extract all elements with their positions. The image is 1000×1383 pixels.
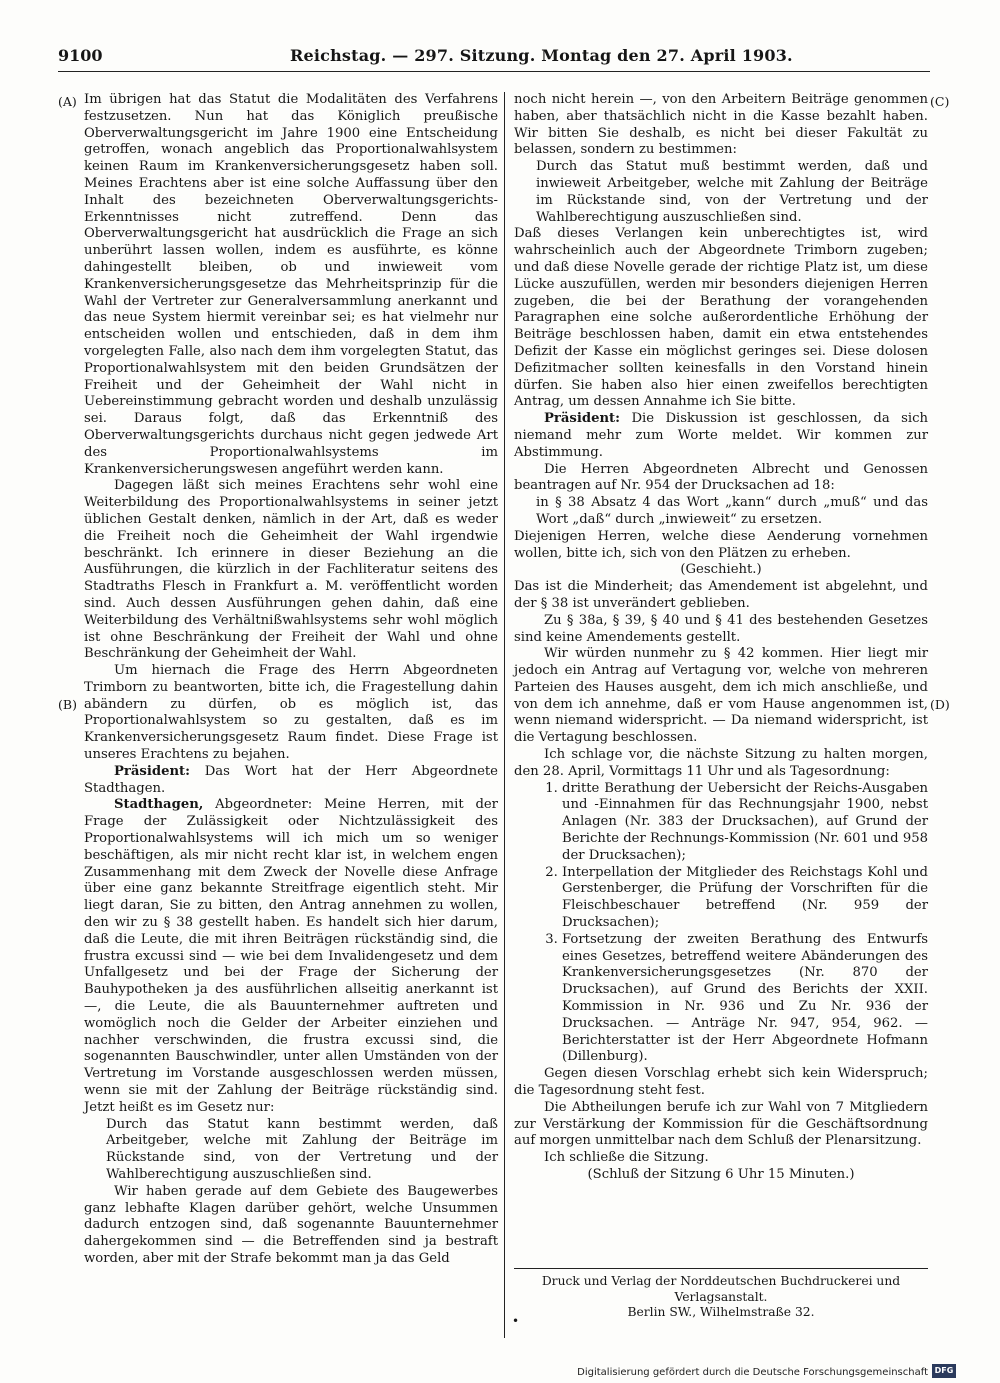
agenda-item: 1. dritte Berathung der Uebersicht der Reichs-Ausgaben und -Einnahmen für das Rechnungsjahr 1900, nebst Anlagen (Nr. 383 der Drucksachen), auf Grund der Berichte der Rechnungs-Kommission (Nr. 601 und 958 der Drucksachen);: [562, 781, 928, 865]
agenda-item: 3. Fortsetzung der zweiten Berathung des Entwurfs eines Gesetzes, betreffend weitere Abänderungen des Krankenversicherungsgesetzes (Nr. 870 der Drucksachen), auf Grund des Berichts der XXII. Kommission in Nr. 936 und Zu Nr. 936 der Drucksachen. — Anträge Nr. 947, 954, 962. — Berichterstatter ist der Herr Abgeordnete Hofmann (Dillenburg).: [562, 932, 928, 1066]
printer-mark: •: [512, 1314, 520, 1328]
imprint-line-1: Druck und Verlag der Norddeutschen Buchdruckerei und Verlagsanstalt.: [541, 1274, 901, 1304]
right-paragraph-2: Daß dieses Verlangen kein unberechtigtes ist, wird wahrscheinlich auch der Abgeordnete Trimborn zugeben; und daß diese Novelle gerade der richtige Platz ist, um diese Lücke auszufüllen, werden mir besonders diejenigen Herren zugeben, die bei der Berathung der vorangehenden Paragraphen eine solche außerordentliche Erhöhung der Beiträge beschlossen haben, damit ein etwa entstehendes Defizit der Kasse ein möglichst geringes sei. Diese dolosen Defizitmacher sollten keinesfalls in den Vorstand hinein dürfen. Sie haben also hier einen zweifellos berechtigten Antrag, um dessen Annahme ich Sie bitte.: [514, 226, 928, 410]
right-paragraph-4: Die Herren Abgeordneten Albrecht und Genossen beantragen auf Nr. 954 der Drucksachen ad 18:: [514, 461, 928, 494]
right-paragraph-7: Zu § 38a, § 39, § 40 und § 41 des bestehenden Gesetzes sind keine Amendements gestellt.: [514, 612, 928, 645]
left-quote: Durch das Statut kann bestimmt werden, daß Arbeitgeber, welche mit Zahlung der Beiträge im Rückstande sind, von der Vertretung und der Wahlberechtigung auszuschließen sind.: [106, 1116, 498, 1182]
left-paragraph-president: [84, 764, 498, 798]
right-paragraph-8: Wir würden nunmehr zu § 42 kommen. Hier liegt mir jedoch ein Antrag auf Vertagung vor, welche von mehreren Parteien des Hauses ausgeht, dem ich mich anschließe, und von dem ich annehme, daß er vom Hause angenommen ist, wenn niemand widerspricht. — Da niemand widerspricht, ist die Vertagung beschlossen.: [514, 646, 928, 746]
right-paragraph-10: Gegen diesen Vorschlag erhebt sich kein Widerspruch; die Tagesordnung steht fest.: [514, 1066, 928, 1099]
right-paragraph-president: [514, 411, 928, 461]
right-column: [514, 92, 928, 1184]
imprint-rule: [514, 1268, 928, 1269]
running-title: Reichstag. — 297. Sitzung. Montag den 27. April 1903.: [290, 46, 793, 65]
left-column: [84, 92, 498, 1268]
dfg-logo: DFG: [932, 1364, 956, 1378]
margin-mark-d: (D): [930, 697, 950, 712]
stage-direction: (Geschieht.): [680, 562, 762, 578]
agenda-list: [514, 781, 928, 1067]
right-paragraph-12: Ich schließe die Sitzung.: [544, 1150, 709, 1166]
page-header: [58, 46, 930, 70]
agenda-item: 2. Interpellation der Mitglieder des Reichstags Kohl und Gerstenberger, die Prüfung der Vorschriften für die Fleischbeschauer betreffend (Nr. 959 der Drucksachen);: [562, 865, 928, 932]
margin-mark-b: (B): [58, 697, 77, 712]
speaker-president-right: Präsident:: [544, 411, 621, 427]
imprint: [514, 1274, 928, 1321]
right-paragraph-9: Ich schlage vor, die nächste Sitzung zu halten morgen, den 28. April, Vormittags 11 Uhr und als Tagesordnung:: [514, 747, 928, 779]
imprint-line-2: Berlin SW., Wilhelmstraße 32.: [627, 1305, 815, 1319]
left-paragraph-1: Im übrigen hat das Statut die Modalitäten des Verfahrens festzusetzen. Nun hat das Königlich preußische Oberverwaltungsgericht im Jahre 1900 eine Entscheidung getroffen, wonach angeblich das Proportionalwahlsystem keinen Raum im Krankenversicherungsgesetz haben soll. Meines Erachtens aber ist eine solche Auffassung über den Inhalt des bezeichneten Oberverwaltungsgerichts-Erkenntnisses nicht zutreffend. Denn das Oberverwaltungsgericht hat ausdrücklich die Frage an sich unberührt lassen wollen, indem es ausführte, es könne dahingestellt bleiben, ob und inwieweit vom Krankenversicherungsgesetze das Mehrheitsprinzip für die Wahl der Vertreter zur Generalversammlung anerkannt und das neue System hiermit vereinbar sei; es hat vielmehr nur entscheiden wollen und entschieden, daß in dem ihm vorgelegten Falle, also nach dem ihm vorgelegten Statut, das Proportionalwahlsystem mit den beiden Grundsätzen der Freiheit und der Geheimheit der Wahl nicht in Uebereinstimmung gebracht worden und deshalb unzulässig sei. Daraus folgt, daß das Erkenntniß des Oberverwaltungsgerichts durchaus nicht gegen jedwede Art des Proportionalwahlsystems im Krankenversicherungswesen angeführt werden kann.: [84, 92, 498, 477]
header-rule: [58, 71, 930, 72]
left-paragraph-2: Dagegen läßt sich meines Erachtens sehr wohl eine Weiterbildung des Proportionalwahlsystems in seiner jetzt üblichen Gestalt denken, nämlich in der Art, daß es weder die Freiheit noch die Geheimheit der Wahl irgendwie beschränkt. Ich erinnere in dieser Beziehung an die Ausführungen, die kürzlich in der Fachliteratur seitens des Stadtraths Flesch in Frankfurt a. M. veröffentlicht worden sind. Auch dessen Ausführungen gehen dahin, daß eine Weiterbildung des Verhältnißwahlsystems sehr wohl möglich ist ohne Beschränkung der Freiheit der Wahl und ohne Beschränkung der Geheimheit der Wahl.: [84, 478, 498, 662]
digitization-credit: Digitalisierung gefördert durch die Deutsche Forschungsgemeinschaft: [577, 1367, 928, 1378]
closing-note: (Schluß der Sitzung 6 Uhr 15 Minuten.): [587, 1167, 855, 1182]
president-text: Das Wort hat der Herr Abgeordnete Stadthagen.: [84, 763, 498, 796]
right-paragraph-11: Die Abtheilungen berufe ich zur Wahl von 7 Mitgliedern zur Verstärkung der Kommission für die Geschäftsordnung auf morgen unmittelbar nach dem Schluß der Plenarsitzung.: [514, 1099, 928, 1149]
margin-mark-c: (C): [930, 94, 950, 109]
left-paragraph-3: Um hiernach die Frage des Herrn Abgeordneten Trimborn zu beantworten, bitte ich, die Fragestellung dahin abändern zu dürfen, ob es möglich ist, das Proportionalwahlsystem so zu gestalten, daß es im Krankenversicherungsgesetz Raum findet. Diese Frage ist unseres Erachtens zu bejahen.: [84, 663, 498, 763]
right-paragraph-5: Diejenigen Herren, welche diese Aenderung vornehmen wollen, bitte ich, sich von den Plätzen zu erheben.: [514, 528, 928, 561]
left-paragraph-stadthagen: [84, 797, 498, 1116]
left-paragraph-6: Wir haben gerade auf dem Gebiete des Baugewerbes ganz lebhafte Klagen darüber gehört, welche Unsummen dadurch entzogen sind, daß sogenannte Bauunternehmer dahergekommen sind — die Betreffenden sind ja bestraft worden, aber mit der Strafe bekommt man ja das Geld: [84, 1183, 498, 1266]
right-paragraph-1: noch nicht herein —, von den Arbeitern Beiträge genommen haben, aber thatsächlich nicht in die Kasse bezahlt haben. Wir bitten Sie deshalb, es nicht bei dieser Fakultät zu belassen, sondern zu bestimmen:: [514, 92, 928, 158]
margin-mark-a: (A): [58, 94, 77, 109]
president-closing-text: Die Diskussion ist geschlossen, da sich niemand mehr zum Worte meldet. Wir kommen zur Abstimmung.: [514, 411, 928, 460]
right-quote: Durch das Statut muß bestimmt werden, daß und inwieweit Arbeitgeber, welche mit Zahlung der Beiträge im Rückstande sind, von der Vertretung und der Wahlberechtigung auszuschließen sind.: [536, 159, 928, 225]
right-quote-2: in § 38 Absatz 4 das Wort „kann“ durch „muß“ und das Wort „daß“ durch „inwieweit“ zu ersetzen.: [536, 495, 928, 527]
column-divider: [504, 92, 505, 1338]
right-paragraph-6: Das ist die Minderheit; das Amendement ist abgelehnt, und der § 38 ist unverändert geblieben.: [514, 579, 928, 611]
speaker-stadthagen: Stadthagen,: [114, 797, 204, 813]
speaker-president: Präsident:: [114, 763, 191, 779]
page-number: 9100: [58, 46, 103, 65]
stadthagen-text: Abgeordneter: Meine Herren, mit der Frage der Zulässigkeit oder Nichtzulässigkeit des Proportionalwahlsystems will ich mich um so weniger beschäftigen, als mir nicht recht klar ist, in welchem engen Zusammenhang mit dem Zweck der Novelle diese Anfrage über eine ganz bekannte Streitfrage eigentlich steht. Mir liegt daran, Sie zu bitten, den Antrag annehmen zu wollen, den wir zu § 38 gestellt haben. Es handelt sich hier darum, daß die Leute, die mit ihren Beiträgen rückständig sind, die frustra excussi sind — wie bei dem Invalidengesetz und dem Unfallgesetz und bei der Frage der Sicherung der Bauhypotheken ja des ausführlichen allseitig anerkannt ist —, die Leute, die als Bauunternehmer auftreten und womöglich noch die Gelder der Arbeiter einziehen und nachher verschwinden, die frustra excussi sind, die sogenannten Bauschwindler, unter allen Umständen von der Vertretung im Vorstande ausgeschlossen werden müssen, wenn sie mit der Zahlung der Beiträge rückständig sind. Jetzt heißt es im Gesetz nur:: [84, 797, 498, 1115]
